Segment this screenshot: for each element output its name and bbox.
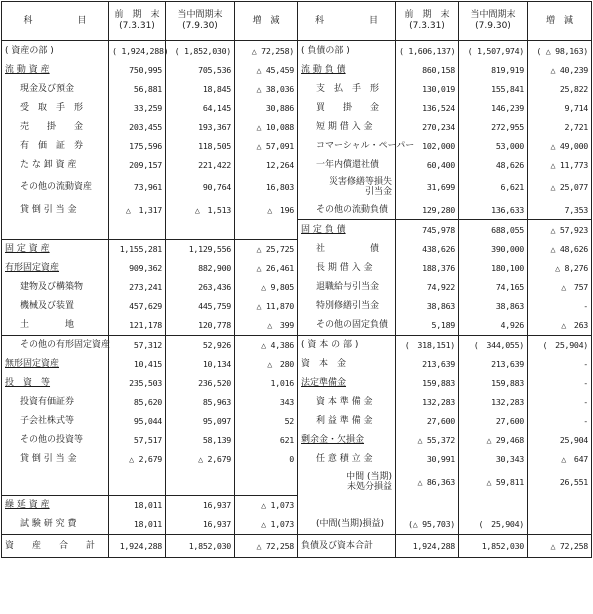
table-row	[2, 495, 592, 515]
table-row	[2, 450, 592, 469]
right-diff-value: -	[528, 412, 592, 431]
right-curr-value: 48,626	[459, 155, 528, 174]
right-item-label: コマーシャル・ペーパー	[298, 136, 396, 155]
left-item-label: た な 卸 資 産	[2, 155, 109, 174]
left-diff-value: △ 11,870	[235, 297, 298, 316]
left-curr-value: 120,778	[166, 316, 235, 336]
right-diff-header: 増 減	[528, 2, 592, 41]
right-curr-value: 819,919	[459, 60, 528, 79]
right-item-label: 中間 (当期) 未処分損益	[298, 469, 396, 496]
left-diff-value: △ 196	[235, 200, 298, 220]
right-item-label: ( 資 本 の 部 )	[298, 335, 396, 355]
right-diff-value: △ 49,000	[528, 136, 592, 155]
left-prev-header: 前 期 末 (7.3.31)	[109, 2, 166, 41]
right-item-label: 特別修繕引当金	[298, 297, 396, 316]
left-curr-value: 95,097	[166, 412, 235, 431]
table-row	[2, 316, 592, 336]
right-curr-value: 30,343	[459, 450, 528, 469]
left-item-label: 流 動 資 産	[2, 60, 109, 79]
left-curr-value: 90,764	[166, 174, 235, 200]
right-diff-value: 7,353	[528, 200, 592, 220]
left-curr-value: 221,422	[166, 155, 235, 174]
right-item-label: 短 期 借 入 金	[298, 117, 396, 136]
right-item-label: 任 意 積 立 金	[298, 450, 396, 469]
left-item-label: ( 資産の部 )	[2, 41, 109, 61]
left-diff-value: △ 399	[235, 316, 298, 336]
left-prev-value: △ 2,679	[109, 450, 166, 469]
left-curr-value: 10,134	[166, 355, 235, 374]
right-prev-value: (△ 95,703)	[396, 515, 459, 535]
right-diff-value: 26,551	[528, 469, 592, 496]
left-item-label	[2, 469, 109, 496]
left-diff-header: 増 減	[235, 2, 298, 41]
left-item-label: 貸 倒 引 当 金	[2, 450, 109, 469]
right-curr-header: 当中間期末 (7.9.30)	[459, 2, 528, 41]
table-row	[2, 335, 592, 355]
table-row	[2, 200, 592, 220]
right-curr-value: 6,621	[459, 174, 528, 200]
table-row	[2, 41, 592, 61]
right-prev-value: 27,600	[396, 412, 459, 431]
right-curr-value: 146,239	[459, 98, 528, 117]
right-prev-value: 860,158	[396, 60, 459, 79]
right-item-label: 資 本 金	[298, 355, 396, 374]
right-item-label: 資 本 準 備 金	[298, 393, 396, 412]
right-diff-value: △ 263	[528, 316, 592, 336]
right-curr-value: 159,883	[459, 374, 528, 393]
left-curr-value	[166, 469, 235, 496]
left-curr-value: 445,759	[166, 297, 235, 316]
table-row	[2, 297, 592, 316]
right-curr-value: 272,955	[459, 117, 528, 136]
left-item-label: その他の投資等	[2, 431, 109, 450]
left-diff-value	[235, 220, 298, 240]
left-prev-value: 95,044	[109, 412, 166, 431]
left-diff-value: △ 38,036	[235, 79, 298, 98]
total-row	[2, 534, 592, 557]
right-item-label: 社 債	[298, 239, 396, 259]
right-item-label: 買 掛 金	[298, 98, 396, 117]
right-prev-value: 102,000	[396, 136, 459, 155]
left-curr-value: 52,926	[166, 335, 235, 355]
left-prev-value: 235,503	[109, 374, 166, 393]
table-row	[2, 515, 592, 535]
left-total-label: 資 産 合 計	[2, 534, 109, 557]
right-diff-value	[528, 495, 592, 515]
left-diff-value: △ 9,805	[235, 278, 298, 297]
left-diff-value: △ 26,461	[235, 259, 298, 278]
right-diff-value: △ 647	[528, 450, 592, 469]
left-curr-value: 1,129,556	[166, 239, 235, 259]
left-item-label: 受 取 手 形	[2, 98, 109, 117]
table-row	[2, 259, 592, 278]
right-total-diff: △ 72,258	[528, 534, 592, 557]
right-prev-value: 188,376	[396, 259, 459, 278]
table-row	[2, 239, 592, 259]
right-prev-value: 74,922	[396, 278, 459, 297]
left-prev-value: 909,362	[109, 259, 166, 278]
left-prev-value: 85,620	[109, 393, 166, 412]
right-curr-value: 4,926	[459, 316, 528, 336]
right-prev-value: 270,234	[396, 117, 459, 136]
right-prev-value: 745,978	[396, 220, 459, 240]
table-row	[2, 174, 592, 200]
table-row	[2, 393, 592, 412]
left-diff-value: 16,803	[235, 174, 298, 200]
right-item-label: 剰余金・欠損金	[298, 431, 396, 450]
left-diff-value: 1,016	[235, 374, 298, 393]
left-item-label: 試 験 研 究 費	[2, 515, 109, 535]
right-diff-value: △ 8,276	[528, 259, 592, 278]
right-prev-value: 130,019	[396, 79, 459, 98]
left-diff-value: △ 4,386	[235, 335, 298, 355]
right-diff-value: △ 757	[528, 278, 592, 297]
right-diff-value: 9,714	[528, 98, 592, 117]
left-curr-value: 193,367	[166, 117, 235, 136]
left-curr-header: 当中間期末 (7.9.30)	[166, 2, 235, 41]
right-diff-value: △ 57,923	[528, 220, 592, 240]
table-row	[2, 412, 592, 431]
right-diff-value: △ 48,626	[528, 239, 592, 259]
right-diff-value: -	[528, 355, 592, 374]
left-diff-value: 30,886	[235, 98, 298, 117]
left-diff-value: △ 1,073	[235, 515, 298, 535]
table-row	[2, 60, 592, 79]
right-curr-value: △ 29,468	[459, 431, 528, 450]
left-item-label: 機械及び装置	[2, 297, 109, 316]
right-diff-value: ( △ 98,163)	[528, 41, 592, 61]
left-curr-value: 236,520	[166, 374, 235, 393]
left-item-label: 固 定 資 産	[2, 239, 109, 259]
left-prev-value: 18,011	[109, 495, 166, 515]
left-prev-value: 73,961	[109, 174, 166, 200]
right-prev-value: 136,524	[396, 98, 459, 117]
left-diff-value: 621	[235, 431, 298, 450]
right-diff-value: 25,904	[528, 431, 592, 450]
right-item-label: 一年内償還社債	[298, 155, 396, 174]
left-prev-value: 33,259	[109, 98, 166, 117]
right-prev-value: 60,400	[396, 155, 459, 174]
left-item-label: 貸 倒 引 当 金	[2, 200, 109, 220]
table-row	[2, 278, 592, 297]
right-prev-value	[396, 495, 459, 515]
left-diff-value: △ 45,459	[235, 60, 298, 79]
right-curr-value: ( 1,507,974)	[459, 41, 528, 61]
left-prev-value: 209,157	[109, 155, 166, 174]
left-prev-value: 56,881	[109, 79, 166, 98]
right-item-label: 災害修繕等損失 引当金	[298, 174, 396, 200]
right-diff-value	[528, 515, 592, 535]
left-diff-value: △ 25,725	[235, 239, 298, 259]
right-prev-value: 132,283	[396, 393, 459, 412]
left-prev-value: △ 1,317	[109, 200, 166, 220]
right-item-label: その他の固定負債	[298, 316, 396, 336]
right-prev-value: 438,626	[396, 239, 459, 259]
right-prev-value: △ 55,372	[396, 431, 459, 450]
right-item-label: 退職給与引当金	[298, 278, 396, 297]
table-row	[2, 431, 592, 450]
left-item-label: 現金及び預金	[2, 79, 109, 98]
right-diff-value: -	[528, 374, 592, 393]
right-item-label: 法定準備金	[298, 374, 396, 393]
left-diff-value: △ 72,258)	[235, 41, 298, 61]
left-curr-value: 263,436	[166, 278, 235, 297]
left-curr-value: △ 1,513	[166, 200, 235, 220]
right-total-curr: 1,852,030	[459, 534, 528, 557]
right-curr-value: 38,863	[459, 297, 528, 316]
right-curr-value: 27,600	[459, 412, 528, 431]
left-diff-value: △ 1,073	[235, 495, 298, 515]
right-prev-value: ( 318,151)	[396, 335, 459, 355]
left-item-label: 建物及び構築物	[2, 278, 109, 297]
right-curr-value: 390,000	[459, 239, 528, 259]
right-prev-value: 31,699	[396, 174, 459, 200]
header-row	[2, 2, 592, 41]
right-prev-value: 159,883	[396, 374, 459, 393]
right-prev-value: 213,639	[396, 355, 459, 374]
left-curr-value	[166, 220, 235, 240]
right-item-label: 流 動 負 債	[298, 60, 396, 79]
left-prev-value: ( 1,924,288)	[109, 41, 166, 61]
left-diff-value: △ 57,091	[235, 136, 298, 155]
right-curr-value: 132,283	[459, 393, 528, 412]
left-item-label: 無形固定資産	[2, 355, 109, 374]
right-prev-value: 38,863	[396, 297, 459, 316]
right-item-label: (中間(当期)損益)	[298, 515, 396, 535]
right-curr-value: 136,633	[459, 200, 528, 220]
left-diff-value	[235, 469, 298, 496]
left-prev-value: 1,155,281	[109, 239, 166, 259]
right-item-label: 長 期 借 入 金	[298, 259, 396, 278]
right-curr-value: 74,165	[459, 278, 528, 297]
left-diff-value: 0	[235, 450, 298, 469]
right-curr-value: △ 59,811	[459, 469, 528, 496]
right-item-label	[298, 495, 396, 515]
left-prev-value: 273,241	[109, 278, 166, 297]
left-prev-value: 10,415	[109, 355, 166, 374]
left-prev-value: 57,517	[109, 431, 166, 450]
left-item-label: 土 地	[2, 316, 109, 336]
left-prev-value	[109, 469, 166, 496]
right-curr-value: ( 25,904)	[459, 515, 528, 535]
table-row	[2, 155, 592, 174]
table-row	[2, 355, 592, 374]
left-item-label: その他の有形固定資産	[2, 335, 109, 355]
right-diff-value: △ 40,239	[528, 60, 592, 79]
right-prev-value: 30,991	[396, 450, 459, 469]
left-item-label: その他の流動資産	[2, 174, 109, 200]
left-curr-value: 16,937	[166, 495, 235, 515]
right-prev-header: 前 期 末 (7.3.31)	[396, 2, 459, 41]
right-prev-value: ( 1,606,137)	[396, 41, 459, 61]
table-row	[2, 469, 592, 496]
right-diff-value: ( 25,904)	[528, 335, 592, 355]
right-curr-value	[459, 495, 528, 515]
left-prev-value: 57,312	[109, 335, 166, 355]
right-curr-value: 155,841	[459, 79, 528, 98]
left-total-prev: 1,924,288	[109, 534, 166, 557]
left-curr-value: 85,963	[166, 393, 235, 412]
right-prev-value: 129,280	[396, 200, 459, 220]
table-row	[2, 117, 592, 136]
right-prev-value: 5,189	[396, 316, 459, 336]
left-total-diff: △ 72,258	[235, 534, 298, 557]
table-row	[2, 374, 592, 393]
left-prev-value	[109, 220, 166, 240]
left-diff-value: 343	[235, 393, 298, 412]
right-diff-value: 2,721	[528, 117, 592, 136]
left-prev-value: 18,011	[109, 515, 166, 535]
left-prev-value: 121,178	[109, 316, 166, 336]
right-diff-value: △ 11,773	[528, 155, 592, 174]
left-curr-value: △ 2,679	[166, 450, 235, 469]
right-curr-value: 180,100	[459, 259, 528, 278]
table-row	[2, 220, 592, 240]
balance-sheet-table	[1, 1, 592, 558]
left-diff-value: △ 10,088	[235, 117, 298, 136]
right-item-label: 利 益 準 備 金	[298, 412, 396, 431]
left-curr-value: 705,536	[166, 60, 235, 79]
left-prev-value: 175,596	[109, 136, 166, 155]
right-curr-value: 688,055	[459, 220, 528, 240]
left-item-label: 有 価 証 券	[2, 136, 109, 155]
left-curr-value: 18,845	[166, 79, 235, 98]
left-item-label: 有形固定資産	[2, 259, 109, 278]
right-item-label: 固 定 負 債	[298, 220, 396, 240]
right-total-prev: 1,924,288	[396, 534, 459, 557]
right-diff-value: △ 25,077	[528, 174, 592, 200]
right-curr-value: 213,639	[459, 355, 528, 374]
left-item-label: 投資有価証券	[2, 393, 109, 412]
left-item-label: 投 資 等	[2, 374, 109, 393]
left-prev-value: 203,455	[109, 117, 166, 136]
right-item-label: その他の流動負債	[298, 200, 396, 220]
right-curr-value: 53,000	[459, 136, 528, 155]
right-curr-value: ( 344,055)	[459, 335, 528, 355]
right-item-label: ( 負債の部 )	[298, 41, 396, 61]
table-row	[2, 79, 592, 98]
right-total-label: 負債及び資本合計	[298, 534, 396, 557]
left-diff-value: 52	[235, 412, 298, 431]
left-subject-header: 科 目	[2, 2, 109, 41]
left-curr-value: 882,900	[166, 259, 235, 278]
left-curr-value: 64,145	[166, 98, 235, 117]
left-total-curr: 1,852,030	[166, 534, 235, 557]
right-diff-value: -	[528, 393, 592, 412]
right-item-label: 支 払 手 形	[298, 79, 396, 98]
left-curr-value: 58,139	[166, 431, 235, 450]
left-item-label	[2, 220, 109, 240]
left-curr-value: 118,505	[166, 136, 235, 155]
left-prev-value: 750,995	[109, 60, 166, 79]
left-prev-value: 457,629	[109, 297, 166, 316]
left-item-label: 繰 延 資 産	[2, 495, 109, 515]
left-diff-value: 12,264	[235, 155, 298, 174]
left-item-label: 売 掛 金	[2, 117, 109, 136]
right-diff-value: 25,822	[528, 79, 592, 98]
right-prev-value: △ 86,363	[396, 469, 459, 496]
left-curr-value: 16,937	[166, 515, 235, 535]
table-row	[2, 136, 592, 155]
left-item-label: 子会社株式等	[2, 412, 109, 431]
table-row	[2, 98, 592, 117]
left-curr-value: ( 1,852,030)	[166, 41, 235, 61]
right-subject-header: 科 目	[298, 2, 396, 41]
left-diff-value: △ 280	[235, 355, 298, 374]
right-diff-value: -	[528, 297, 592, 316]
